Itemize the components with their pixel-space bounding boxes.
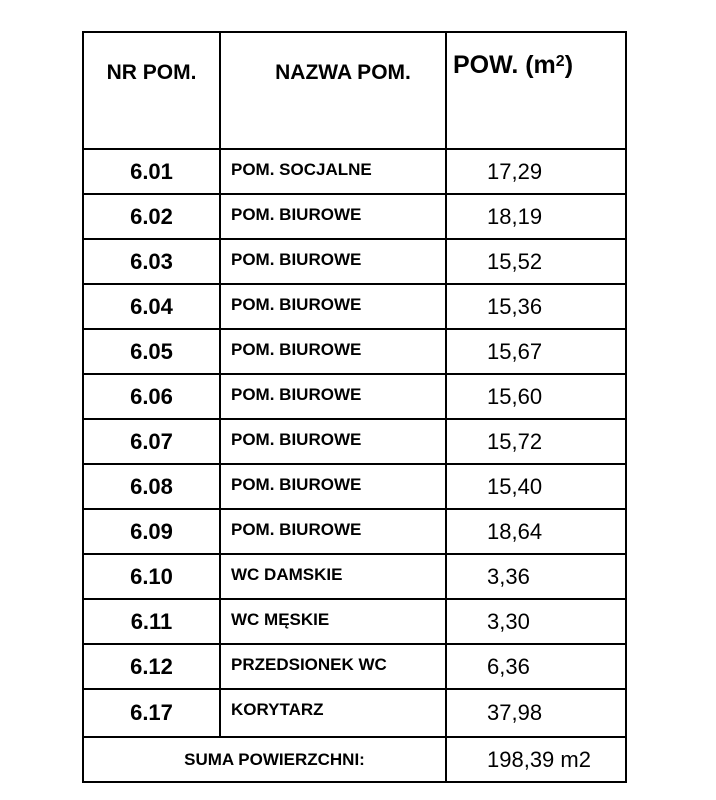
table-row: [83, 329, 626, 374]
room-number-cell: 6.02: [83, 194, 220, 239]
room-number-cell: 6.09: [83, 509, 220, 554]
table-row: [83, 644, 626, 689]
header-room-name: NAZWA POM.: [220, 32, 446, 149]
room-area-cell: 6,36: [446, 644, 626, 689]
table-row: [83, 509, 626, 554]
room-name-cell: POM. BIUROWE: [220, 239, 446, 284]
room-area-cell: 15,67: [446, 329, 626, 374]
room-name-cell: PRZEDSIONEK WC: [220, 644, 446, 689]
table-row: [83, 284, 626, 329]
room-area-cell: 18,19: [446, 194, 626, 239]
room-number-cell: 6.17: [83, 689, 220, 737]
room-name-cell: POM. BIUROWE: [220, 284, 446, 329]
sum-label: SUMA POWIERZCHNI:: [83, 737, 446, 782]
room-area-cell: 15,40: [446, 464, 626, 509]
room-area-cell: 3,36: [446, 554, 626, 599]
room-name-cell: WC DAMSKIE: [220, 554, 446, 599]
room-name-cell: POM. BIUROWE: [220, 374, 446, 419]
room-name-cell: POM. BIUROWE: [220, 419, 446, 464]
room-number-cell: 6.12: [83, 644, 220, 689]
room-name-cell: KORYTARZ: [220, 689, 446, 737]
table-row: [83, 149, 626, 194]
room-name-cell: POM. BIUROWE: [220, 464, 446, 509]
table-row: [83, 239, 626, 284]
room-number-cell: 6.11: [83, 599, 220, 644]
table-row: [83, 599, 626, 644]
room-area-cell: 15,52: [446, 239, 626, 284]
table-row: [83, 554, 626, 599]
room-area-cell: 15,36: [446, 284, 626, 329]
room-area-cell: 37,98: [446, 689, 626, 737]
room-number-cell: 6.08: [83, 464, 220, 509]
sum-row: [83, 737, 626, 782]
room-number-cell: 6.03: [83, 239, 220, 284]
room-area-cell: 15,72: [446, 419, 626, 464]
room-number-cell: 6.06: [83, 374, 220, 419]
room-name-cell: POM. SOCJALNE: [220, 149, 446, 194]
header-room-number: NR POM.: [83, 32, 220, 149]
table-header-row: [83, 32, 626, 149]
room-number-cell: 6.05: [83, 329, 220, 374]
room-number-cell: 6.10: [83, 554, 220, 599]
room-name-cell: POM. BIUROWE: [220, 194, 446, 239]
header-area-label: POW. (m: [453, 51, 556, 79]
room-area-cell: 17,29: [446, 149, 626, 194]
table-row: [83, 464, 626, 509]
sum-value: 198,39 m2: [446, 737, 626, 782]
room-area-cell: 18,64: [446, 509, 626, 554]
room-name-cell: POM. BIUROWE: [220, 509, 446, 554]
room-name-cell: WC MĘSKIE: [220, 599, 446, 644]
header-area: [446, 32, 626, 149]
header-area-superscript: 2: [555, 53, 565, 70]
table-row: [83, 689, 626, 737]
room-area-cell: 3,30: [446, 599, 626, 644]
table-row: [83, 419, 626, 464]
room-name-cell: POM. BIUROWE: [220, 329, 446, 374]
table-row: [83, 374, 626, 419]
room-number-cell: 6.04: [83, 284, 220, 329]
room-number-cell: 6.07: [83, 419, 220, 464]
room-area-table: [82, 31, 627, 783]
room-number-cell: 6.01: [83, 149, 220, 194]
header-area-close: ): [564, 51, 574, 79]
table-body: [83, 149, 626, 782]
table-row: [83, 194, 626, 239]
room-area-cell: 15,60: [446, 374, 626, 419]
